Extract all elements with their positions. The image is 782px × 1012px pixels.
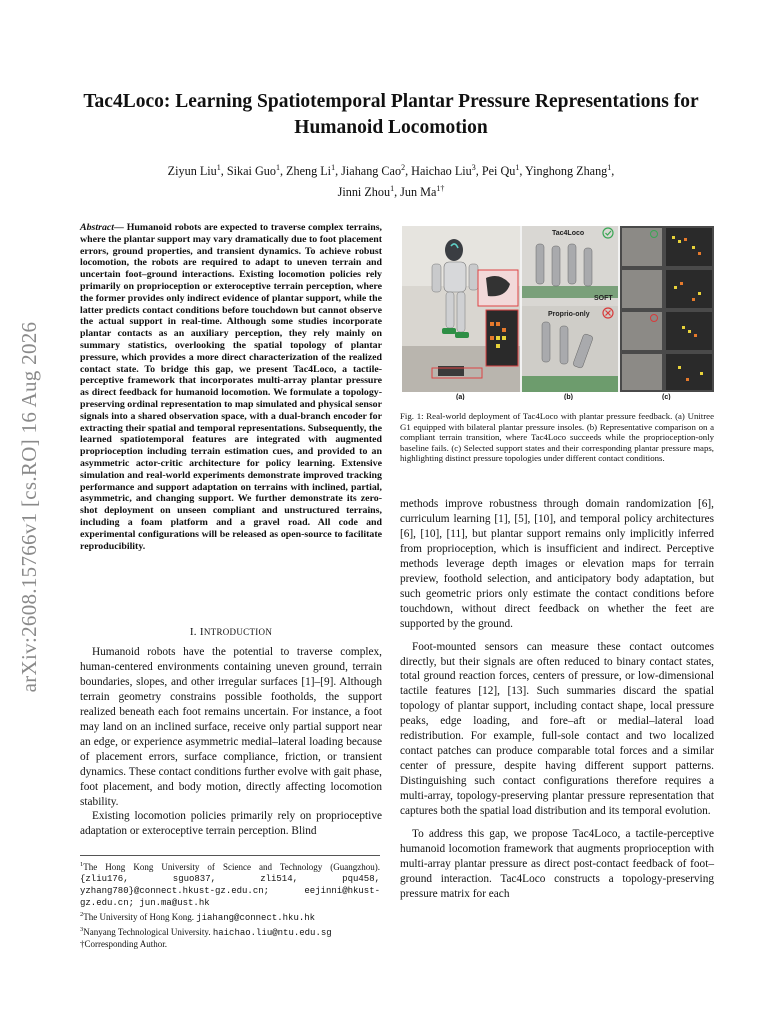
body-paragraph: Foot-mounted sensors can measure these contact outcomes directly, but their signals are often reduced to binary contact states, total ground reaction forces, centers of pressure, or low-dimensional tactile features [12], [13]. Such summaries discard the spatial topology of plantar support, including contact shape, local pressure peaks, edge loading, and fore–aft or medial–lateral load redistribution. For example, full-sole contact and two localized contact patches can produce comparable total forces and a similar center of pressure, despite having different support patterns. Distinguishing such contact configurations therefore requires a multi-array, topology-preserving plantar pressure representation that captures both the spatial load distribution and its temporal evolution. bbox=[400, 640, 714, 818]
panel-label-a: (a) bbox=[456, 394, 465, 400]
footnote-2: $^2$The University of Hong Kong. jiahang@connect.hku.hk bbox=[80, 911, 316, 923]
author-name: Sikai Guo$^1$ bbox=[226, 163, 280, 179]
body-paragraph: To address this gap, we propose Tac4Loco, a tactile-perceptive humanoid locomotion framework that augments proprioception with multi-array plantar pressure as direct post-contact feedback of foot–ground interaction. Tac4Loco constructs a topology-preserving pressure matrix for each bbox=[400, 828, 714, 900]
section-heading: I. INTRODUCTION bbox=[189, 626, 273, 638]
label-proprio-only: Proprio-only bbox=[548, 311, 590, 318]
author-name: Jun $Ma^{1\dagger}$ bbox=[400, 184, 445, 200]
abstract-label: Abstract bbox=[80, 222, 115, 233]
introduction-text bbox=[80, 645, 382, 839]
arxiv-identifier: arXiv:2608.15766v1 [cs.RO] 16 Aug 2026 bbox=[17, 321, 41, 693]
intro-paragraph: Existing locomotion policies primarily rely on proprioceptive adaptation or exteroceptive terrain perception. Blind bbox=[80, 810, 382, 838]
body-paragraph: methods improve robustness through domain randomization [6], curriculum learning [1], [5], [10], and temporal policy architectures [6], [10], [11], but plantar support remains only implicitly inferred from proprioception, which is insufficient and indirect. Perceptive methods leverage depth images or elevation maps for terrain preview, foothold selection, and anticipatory body adaptation, but such geometric priors only estimate the contact conditions before touchdown, without direct feedback on whether the feet are supported by the ground. bbox=[400, 498, 714, 630]
author-name: Jiahang Cao$^2$ bbox=[341, 163, 406, 179]
paper-title: Tac4Loco: Learning Spatiotemporal Plantar Pressure Representations for Humanoid Locomotion bbox=[83, 91, 699, 138]
figure-1-graphic bbox=[402, 226, 714, 400]
author-name: Pei Qu$^1$ bbox=[481, 163, 520, 179]
footnotes bbox=[80, 855, 380, 950]
author-name: Jinni Zhou$^1$ bbox=[337, 184, 395, 200]
figure-1 bbox=[402, 226, 714, 400]
intro-paragraph: Humanoid robots have the potential to traverse complex, human-centered environments containing uneven ground, terrain boundaries, slopes, and other irregular surfaces [1]–[9]. Although terrain geometry constrains possible footholds, the support realized beneath each foot remains uncertain. For instance, a foot may land on an inclined surface, receive only partial support near an edge, or experience asymmetric medial–lateral loading because of placement errors, surface compliance, friction, or transient dynamics. These contact conditions further evolve with gait phase, foot placement, and body motion, directly affecting locomotion stability. bbox=[80, 646, 382, 808]
label-soft: SOFT bbox=[594, 295, 613, 302]
right-column-text bbox=[400, 497, 714, 910]
footnote-corresponding: †Corresponding Author. bbox=[80, 939, 167, 949]
footnote-3: $^3$Nanyang Technological University. haichao.liu@ntu.edu.sg bbox=[80, 926, 332, 938]
author-name: Haichao Liu$^3$ bbox=[411, 163, 476, 179]
panel-label-b: (b) bbox=[564, 394, 573, 400]
author-list: Ziyun Liu$^1$, Sikai Guo$^1$, Zheng Li$^1$, Jiahang Cao$^2$, Haichao Liu$^3$, Pei Qu$^1$, Yinghong Zhang$^1$, Jinni Zhou$^1$, Jun $Ma^{1\dagger}$ bbox=[167, 163, 615, 200]
figure-caption: Fig. 1: Real-world deployment of Tac4Loco with plantar pressure feedback. (a) Unitree G1 equipped with bilateral plantar pressure insoles. (b) Representative comparison on a compliant terrain transition, where Tac4Loco succeeds while the proprioception-only baseline fails. (c) Selected support states and their corresponding plantar pressure maps, highlighting distinct pressure topologies under different contact conditions. bbox=[400, 411, 714, 464]
author-name: Ziyun Liu$^1$ bbox=[167, 163, 221, 179]
abstract-text: Humanoid robots are expected to traverse complex terrains, where the plantar support may vary dramatically due to foot placement errors, ground properties, and transient dynamics. To achieve robust locomotion, the robots are required to adapt to uneven terrain and uncertain foot–ground interactions. Existing locomotion policies rely primarily on proprioception or exteroceptive terrain perception, where the former provides only indirect evidence of plantar support, while the latter predicts contact conditions before touchdown but cannot observe the actual support in real-time. Although some studies incorporate plantar contacts as an auxiliary perception, they rely mainly on summary statistics, overlooking the spatial topology of plantar pressure, which provides a more direct characterization of the realized contact state. To bridge this gap, we present Tac4Loco, a tactile-perceptive framework that incorporates multi-array plantar pressure as direct feedback for humanoid locomotion. We formulate a topology-preserving ordinal representation to map simulated and physical sensor signals into a shared observation space, with a dual-branch encoder for extracting their spatial and temporal representations. Subsequently, the learned spatiotemporal features are integrated with augmented proprioception including terrain estimation cues, and provided to an asymmetric actor-critic architecture for policy learning. Extensive simulation and real-world experiments demonstrate improved tracking performance and support adaptation on terrains with inclined, partial, asymmetric, and changing support. We further demonstrate its zero-shot deployment on unseen compliant and unstructured terrains, including a foam platform and a gravel road. All code and experimental configurations will be released as open-source to facilitate reproducibility. bbox=[80, 222, 383, 552]
author-name: Zheng Li$^1$ bbox=[286, 163, 336, 179]
panel-label-c: (c) bbox=[662, 394, 671, 400]
abstract: Abstract— Humanoid robots are expected to traverse complex terrains, where the plantar support may vary dramatically due to foot placement errors, ground properties, and transient dynamics. To achieve robust locomotion, the robots are required to adapt to uneven terrain and uncertain foot–ground interactions. Existing locomotion policies rely primarily on proprioception or exteroceptive terrain perception, where the former provides only indirect evidence of plantar support, while the latter predicts contact conditions before touchdown but cannot observe the actual support in real-time. Although some studies incorporate plantar contacts as an auxiliary perception, they rely mainly on summary statistics, overlooking the spatial topology of plantar pressure, which provides a more direct characterization of the realized contact state. To bridge this gap, we present Tac4Loco, a tactile-perceptive framework that incorporates multi-array plantar pressure as direct feedback for humanoid locomotion. We formulate a topology-preserving ordinal representation to map simulated and physical sensor signals into a shared observation space, with a dual-branch encoder for extracting their spatial and temporal representations. Subsequently, the learned spatiotemporal features are integrated with augmented proprioception including terrain estimation cues, and provided to an asymmetric actor-critic architecture for policy learning. Extensive simulation and real-world experiments demonstrate improved tracking performance and support adaptation on terrains with inclined, partial, asymmetric, and changing support. We further demonstrate its zero-shot deployment on unseen compliant and unstructured terrains, including a foam platform and a gravel road. All code and experimental configurations will be released as open-source to facilitate reproducibility. bbox=[80, 222, 383, 552]
author-name: Yinghong Zhang$^1$ bbox=[525, 163, 612, 179]
footnote-1: $^1$The Hong Kong University of Science and Technology (Guangzhou). {zliu176, sguo837, zli514, pqu458, yzhang780}@connect.hkust-gz.edu.cn; eejinni@hkust-gz.edu.cn; jun.ma@ust.hk bbox=[80, 861, 380, 908]
label-tac4loco: Tac4Loco bbox=[552, 230, 585, 237]
